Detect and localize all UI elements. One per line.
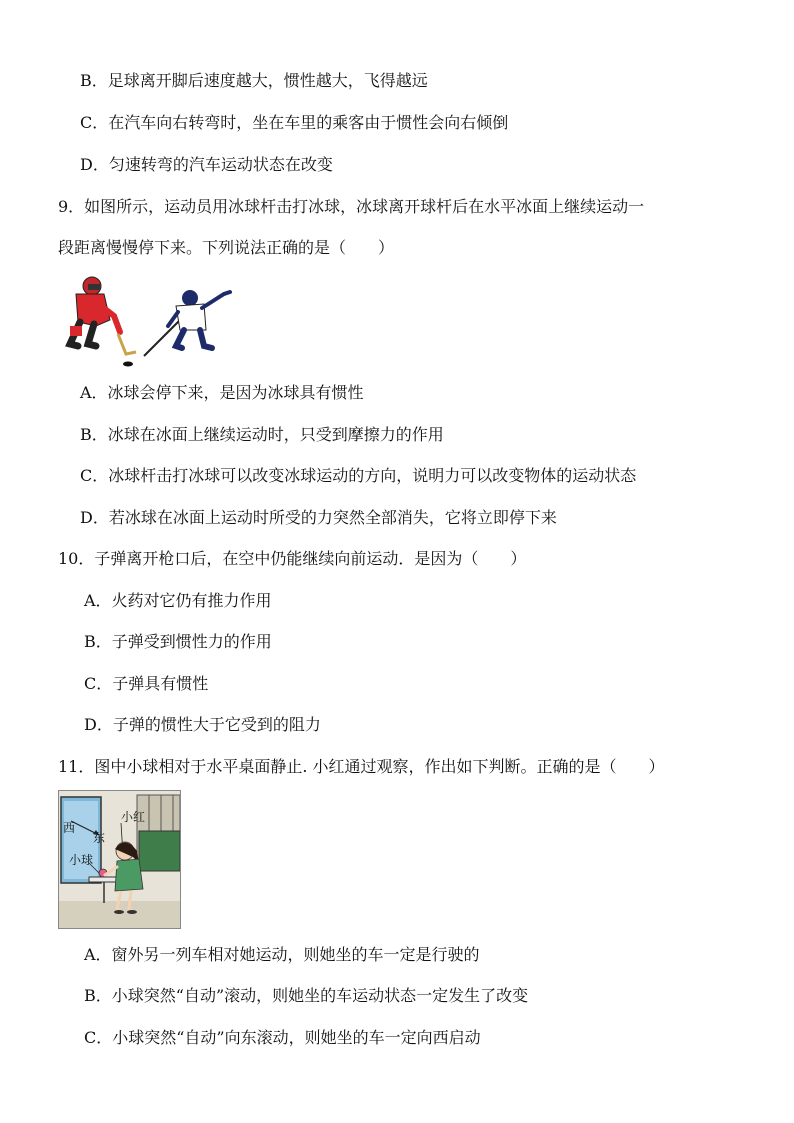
q10-option-b: B．子弹受到惯性力的作用	[84, 632, 272, 651]
q9-option-d: D．若冰球在冰面上运动时所受的力突然全部消失，它将立即停下来	[80, 508, 557, 527]
seat-back	[139, 831, 180, 871]
hockey-figure	[56, 272, 236, 368]
q11-option-b: B．小球突然“自动”滚动，则她坐的车运动状态一定发生了改变	[84, 986, 529, 1005]
hockey-stick-red	[118, 334, 136, 354]
red-hockey-player	[70, 277, 120, 346]
hockey-stick-white	[144, 320, 180, 356]
table	[89, 877, 119, 882]
white-hockey-player	[168, 290, 230, 348]
q9-option-a: A．冰球会停下来，是因为冰球具有惯性	[80, 383, 364, 402]
hockey-puck	[123, 362, 133, 367]
q9-option-c: C．冰球杆击打冰球可以改变冰球运动的方向，说明力可以改变物体的运动状态	[80, 466, 637, 485]
q10-stem: 10．子弹离开枪口后，在空中仍能继续向前运动．是因为（ ）	[58, 549, 527, 568]
q8-option-c: C．在汽车向右转弯时，坐在车里的乘客由于惯性会向右倾倒	[80, 113, 509, 132]
ball-label: 小球	[69, 853, 94, 867]
q8-option-d: D．匀速转弯的汽车运动状态在改变	[80, 155, 333, 174]
q10-option-d: D．子弹的惯性大于它受到的阻力	[84, 715, 321, 734]
q11-option-c: C．小球突然“自动”向东滚动，则她坐的车一定向西启动	[84, 1028, 481, 1047]
q10-option-a: A．火药对它仍有推力作用	[84, 591, 272, 610]
q8-option-b: B．足球离开脚后速度越大，惯性越大，飞得越远	[80, 71, 428, 90]
train-figure	[58, 790, 181, 929]
q9-stem-line2: 段距离慢慢停下来。下列说法正确的是（ ）	[58, 238, 395, 257]
west-label: 西	[63, 821, 76, 835]
east-label: 东	[93, 831, 106, 845]
q11-stem: 11．图中小球相对于水平桌面静止. 小红通过观察，作出如下判断。正确的是（ ）	[58, 757, 665, 776]
girl-label: 小红	[121, 810, 146, 824]
q11-option-a: A．窗外另一列车相对她运动，则她坐的车一定是行驶的	[84, 945, 480, 964]
q9-stem-line1: 9．如图所示，运动员用冰球杆击打冰球，冰球离开球杆后在水平冰面上继续运动一	[58, 197, 645, 216]
q10-option-c: C．子弹具有惯性	[84, 674, 209, 693]
q9-option-b: B．冰球在冰面上继续运动时，只受到摩擦力的作用	[80, 425, 444, 444]
